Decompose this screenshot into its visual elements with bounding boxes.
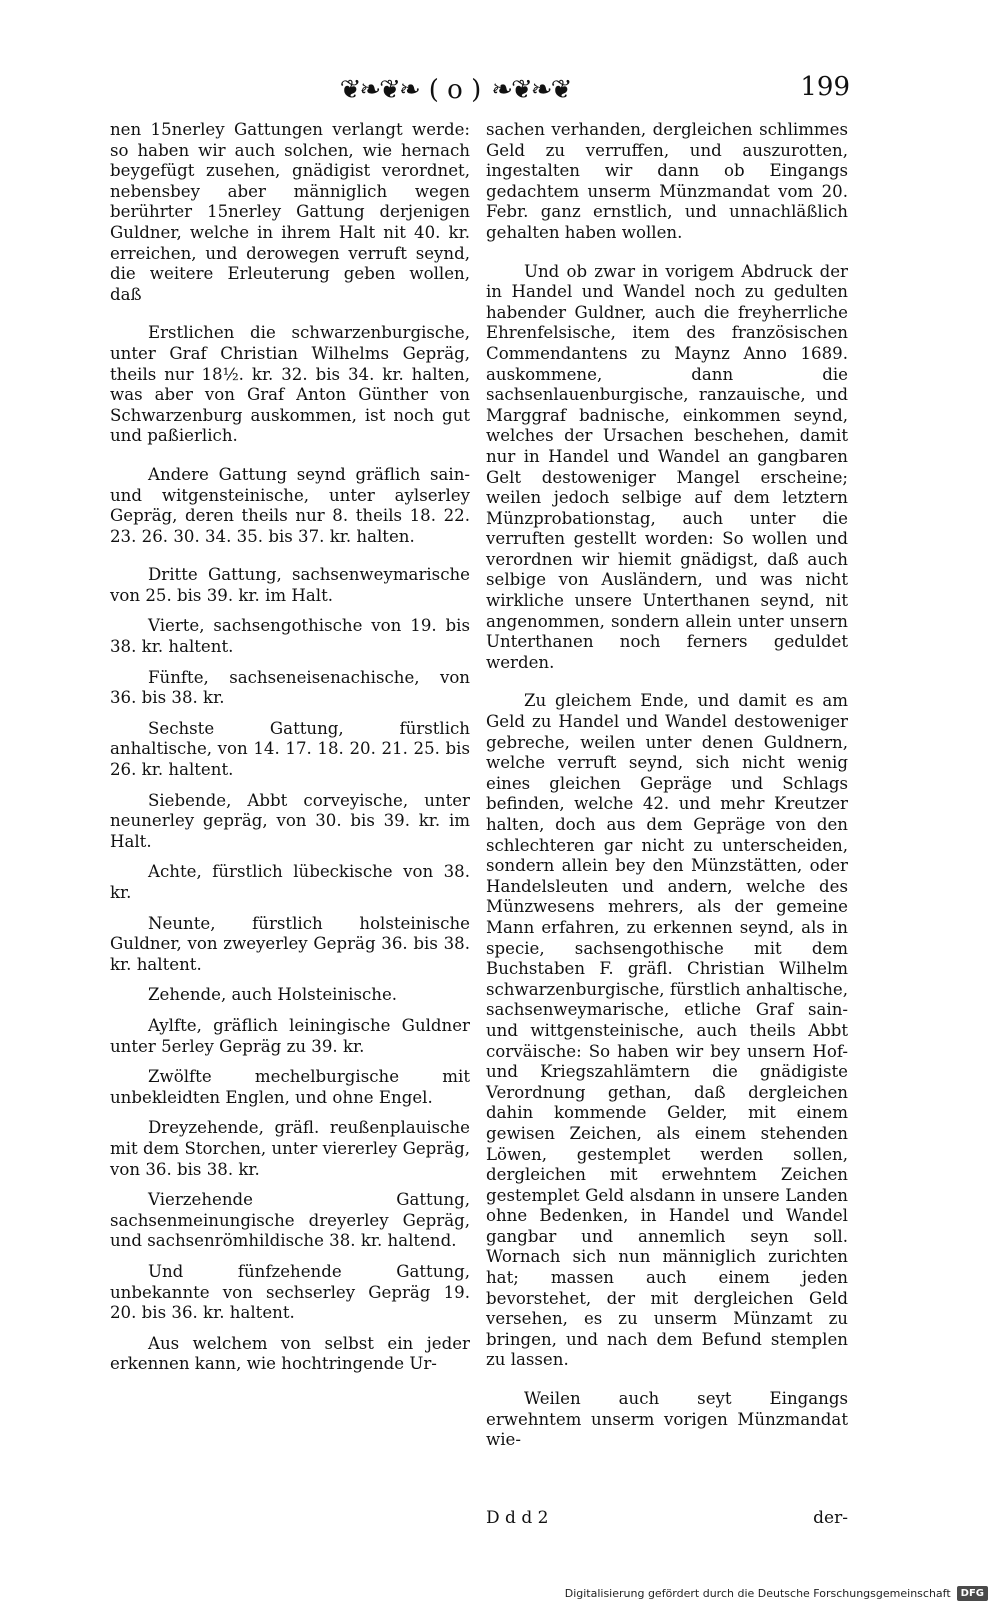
paragraph: Vierte, sachsengothische von 19. bis 38. kr. haltent.: [110, 616, 470, 657]
paragraph: Siebende, Abbt corveyische, unter neunerley gepräg, von 30. bis 39. kr. im Halt.: [110, 790, 470, 851]
left-column: [110, 120, 470, 1385]
paragraph: Und ob zwar in vorigem Abdruck der in Handel und Wandel noch zu gedulten habender Guldner, auch die freyherrliche Ehrenfelsische, item des französischen Commendantens zu Maynz Anno 1689. auskommene, dann die sachsenlauenburgische, ranzauische, und Marggraf badnische, einkommen seynd, welches der Ursachen beschehen, damit nur in Handel und Wandel an gangbaren Gelt destoweniger Mangel erscheine; weilen jedoch selbige auf dem letztern Münzprobationstag, auch unter die verruften gestellt worden: So wollen und verordnen wir hiemit gnädigst, daß auch selbige von Ausländern, und was nicht wirkliche unsere Unterthanen seynd, nit angenommen, sondern allein unter unsern Unterthanen noch ferners geduldet werden.: [486, 261, 848, 672]
dfg-notice: [565, 1586, 988, 1601]
signature-mark: D d d 2: [486, 1508, 549, 1528]
paragraph: Achte, fürstlich lübeckische von 38. kr.: [110, 862, 470, 902]
paragraph: Und fünfzehende Gattung, unbekannte von sechserley Gepräg 19. 20. bis 36. kr. haltent.: [110, 1261, 470, 1323]
paragraph: Zehende, auch Holsteinische.: [148, 985, 398, 1005]
dfg-logo-icon: DFG: [957, 1586, 988, 1601]
paragraph: Aus welchem von selbst ein jeder erkennen kann, wie hochtringende Ur-: [110, 1333, 470, 1374]
paragraph: Zu gleichem Ende, und damit es am Geld zu Handel und Wandel destoweniger gebreche, weilen unter denen Guldnern, welche verruft seynd, sich nicht wenig eines gleichen Gepräge und Schlags befinden, welche 42. und mehr Kreutzer halten, doch aus dem Gepräge von den schlechteren gar nicht zu unterscheiden, sondern allein bey den Münzstätten, oder Handelsleuten und andern, welche des Münzwesens mehrers, als der gemeine Mann erfahren, zu erkennen seynd, als in specie, sachsengothische mit dem Buchstaben F. gräfl. Christian Wilhelm schwarzenburgische, fürstlich anhaltische, sachsenweymarische, etliche Graf sain- und wittgensteinische, auch theils Abbt corväische: So haben wir bey unsern Hof- und Kriegszahlämtern die gnädigiste Verordnung gethan, daß dergleichen dahin kommende Gelder, mit einem gewisen Zeichen, als einem stehenden Löwen, gestemplet werden sollen, dergleichen mit erwehntem Zeichen gestemplet Geld alsdann in unsere Landen ohne Bedenken, in Handel und Wandel gangbar und annemlich seyn soll. Wornach sich nun männiglich zurichten hat; massen auch einem jeden bevorstehet, der mit dergleichen Geld versehen, es zu unserm Münzamt zu bringen, und nach dem Befund stemplen zu lassen.: [486, 691, 848, 1370]
paragraph: Andere Gattung seynd gräflich sain- und witgensteinische, unter aylserley Gepräg, deren theils nur 8. theils 18. 22. 23. 26. 30. 34. 35. bis 37. kr. halten.: [110, 464, 470, 546]
header-signature: ( o ): [428, 75, 482, 105]
paragraph: Sechste Gattung, fürstlich anhaltische, von 14. 17. 18. 20. 21. 25. bis 26. kr. haltent.: [110, 718, 470, 780]
ornament-left-icon: ❦❧❦❧: [339, 75, 419, 105]
ornament-right-icon: ❧❦❧❦: [491, 75, 571, 105]
paragraph: Dreyzehende, gräfl. reußenplauische mit dem Storchen, unter viererley Gepräg, von 36. bis 38. kr.: [110, 1118, 470, 1179]
paragraph: Fünfte, sachseneisenachische, von 36. bis 38. kr.: [110, 667, 470, 708]
paragraph: Weilen auch seyt Eingangs erwehntem unserm vorigen Münzmandat wie-: [486, 1389, 848, 1450]
right-column: [486, 120, 848, 1469]
paragraph: Erstlichen die schwarzenburgische, unter Graf Christian Wilhelms Gepräg, theils nur 18½. kr. 32. bis 34. kr. halten, was aber von Graf Anton Günther von Schwarzenburg auskommen, ist noch gut und paßierlich.: [110, 323, 470, 446]
paragraph: Neunte, fürstlich holsteinische Guldner, von zweyerley Gepräg 36. bis 38. kr. haltent.: [110, 913, 470, 974]
paragraph: Aylfte, gräflich leiningische Guldner unter 5erley Gepräg zu 39. kr.: [110, 1015, 470, 1056]
paragraph: sachen verhanden, dergleichen schlimmes Geld zu verruffen, und auszurotten, ingestalten wir dann ob Eingangs gedachtem unserm Münzmandat vom 20. Febr. ganz ernstlich, und unnachläßlich gehalten haben wollen.: [486, 120, 848, 242]
paragraph: Dritte Gattung, sachsenweymarische von 25. bis 39. kr. im Halt.: [110, 565, 470, 605]
page-number: 199: [800, 72, 850, 102]
page-header: [330, 70, 580, 110]
paragraph: Vierzehende Gattung, sachsenmeinungische dreyerley Gepräg, und sachsenrömhildische 38. kr. haltend.: [110, 1190, 470, 1251]
paragraph: nen 15nerley Gattungen verlangt werde: so haben wir auch solchen, wie hernach beygefügt zusehen, gnädigist verordnet, nebensbey aber männiglich wegen berührter 15nerley Gattung derjenigen Guldner, welche in ihrem Halt nit 40. kr. erreichen, und derowegen verruft seynd, die weitere Erleuterung geben wollen, daß: [110, 120, 470, 304]
dfg-notice-text: Digitalisierung gefördert durch die Deutsche Forschungsgemeinschaft: [564, 1587, 951, 1600]
paragraph: Zwölfte mechelburgische mit unbekleidten Englen, und ohne Engel.: [110, 1067, 470, 1107]
signature-line: [486, 1508, 848, 1532]
catchword: der-: [813, 1508, 848, 1528]
